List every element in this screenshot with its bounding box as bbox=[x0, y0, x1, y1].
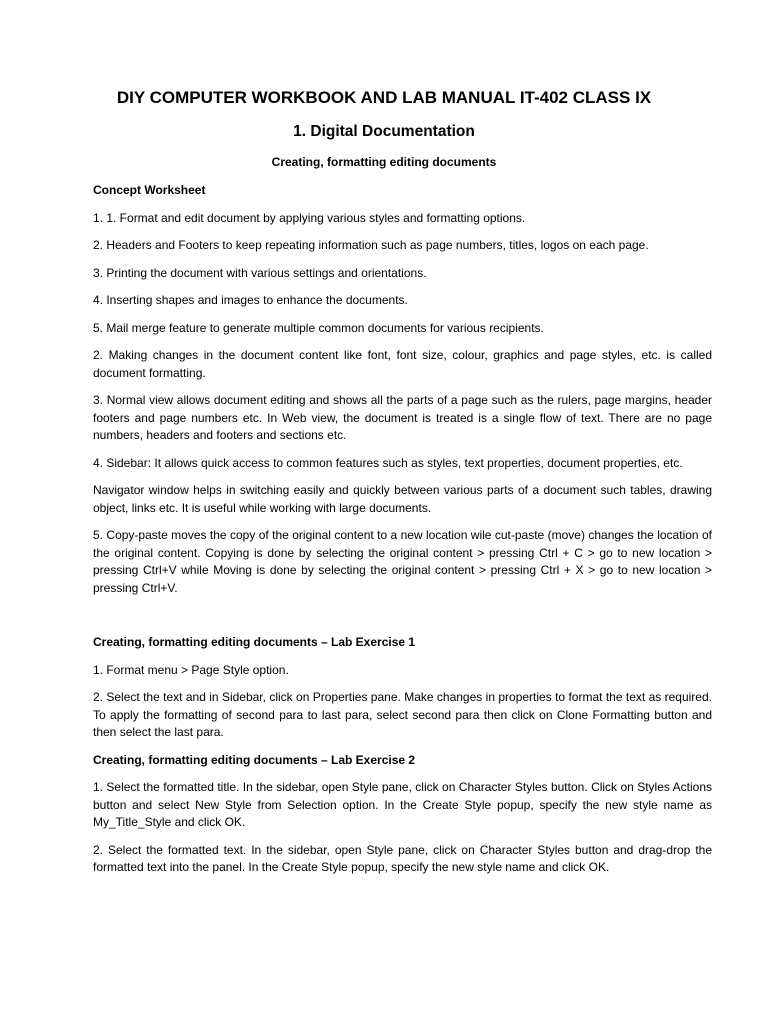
paragraph: 4. Inserting shapes and images to enhance the documents. bbox=[93, 293, 408, 307]
lab2-heading: Creating, formatting editing documents – Lab Exercise 2 bbox=[93, 752, 416, 767]
paragraph: 4. Sidebar: It allows quick access to common features such as styles, text properties, document properties, etc. bbox=[93, 455, 683, 470]
paragraph: 3. Printing the document with various settings and orientations. bbox=[93, 265, 427, 280]
document-body bbox=[93, 182, 712, 887]
paragraph: 5. Mail merge feature to generate multiple common documents for various recipients. bbox=[93, 320, 544, 335]
paragraph: 1. 1. Format and edit document by applying various styles and formatting options. bbox=[93, 210, 526, 225]
paragraph: 3. Normal view allows document editing and shows all the parts of a page such as the rulers, page margins, header footers and page numbers etc. In Web view, the document is treated is a single flow of text. There are no page numbers, headers and footers and sections etc. bbox=[93, 393, 712, 442]
worksheet-heading: Concept Worksheet bbox=[93, 183, 206, 197]
paragraph: 1. Select the formatted title. In the sidebar, open Style pane, click on Character Styles button. Click on Styles Actions button and select New Style from Selection option. In the Create Style popup, specify the new style name as My_Title_Style and click OK. bbox=[93, 780, 712, 829]
paragraph: 2. Select the formatted text. In the sidebar, open Style pane, click on Character Styles button and drag-drop the formatted text into the panel. In the Create Style popup, specify the new style name and click OK. bbox=[93, 842, 712, 874]
chapter-heading: 1. Digital Documentation bbox=[293, 123, 475, 140]
paragraph: 2. Select the text and in Sidebar, click on Properties pane. Make changes in properties to format the text as required. To apply the formatting of second para to last para, select second para then click on Clone Formatting button and then select the last para. bbox=[93, 690, 712, 739]
paragraph: 5. Copy-paste moves the copy of the original content to a new location wile cut-paste (move) changes the location of the original content. Copying is done by selecting the original content > pressing Ctrl + C > go to new location > pressing Ctrl+V while Moving is done by selecting the original content > pressing Ctrl + X > go to new location > pressing Ctrl+V. bbox=[93, 528, 712, 595]
document-title: DIY COMPUTER WORKBOOK AND LAB MANUAL IT-402 CLASS IX bbox=[116, 88, 652, 107]
paragraph: 2. Making changes in the document content like font, font size, colour, graphics and page styles, etc. is called document formatting. bbox=[93, 348, 712, 380]
spacer bbox=[93, 607, 712, 634]
lab1-heading: Creating, formatting editing documents – Lab Exercise 1 bbox=[93, 635, 416, 649]
paragraph: 1. Format menu > Page Style option. bbox=[93, 662, 289, 677]
paragraph: 2. Headers and Footers to keep repeating information such as page numbers, titles, logos on each page. bbox=[93, 238, 649, 252]
topic-heading: Creating, formatting editing documents bbox=[271, 155, 497, 169]
paragraph: Navigator window helps in switching easily and quickly between various parts of a document such tables, drawing object, links etc. It is useful while working with large documents. bbox=[93, 483, 712, 515]
